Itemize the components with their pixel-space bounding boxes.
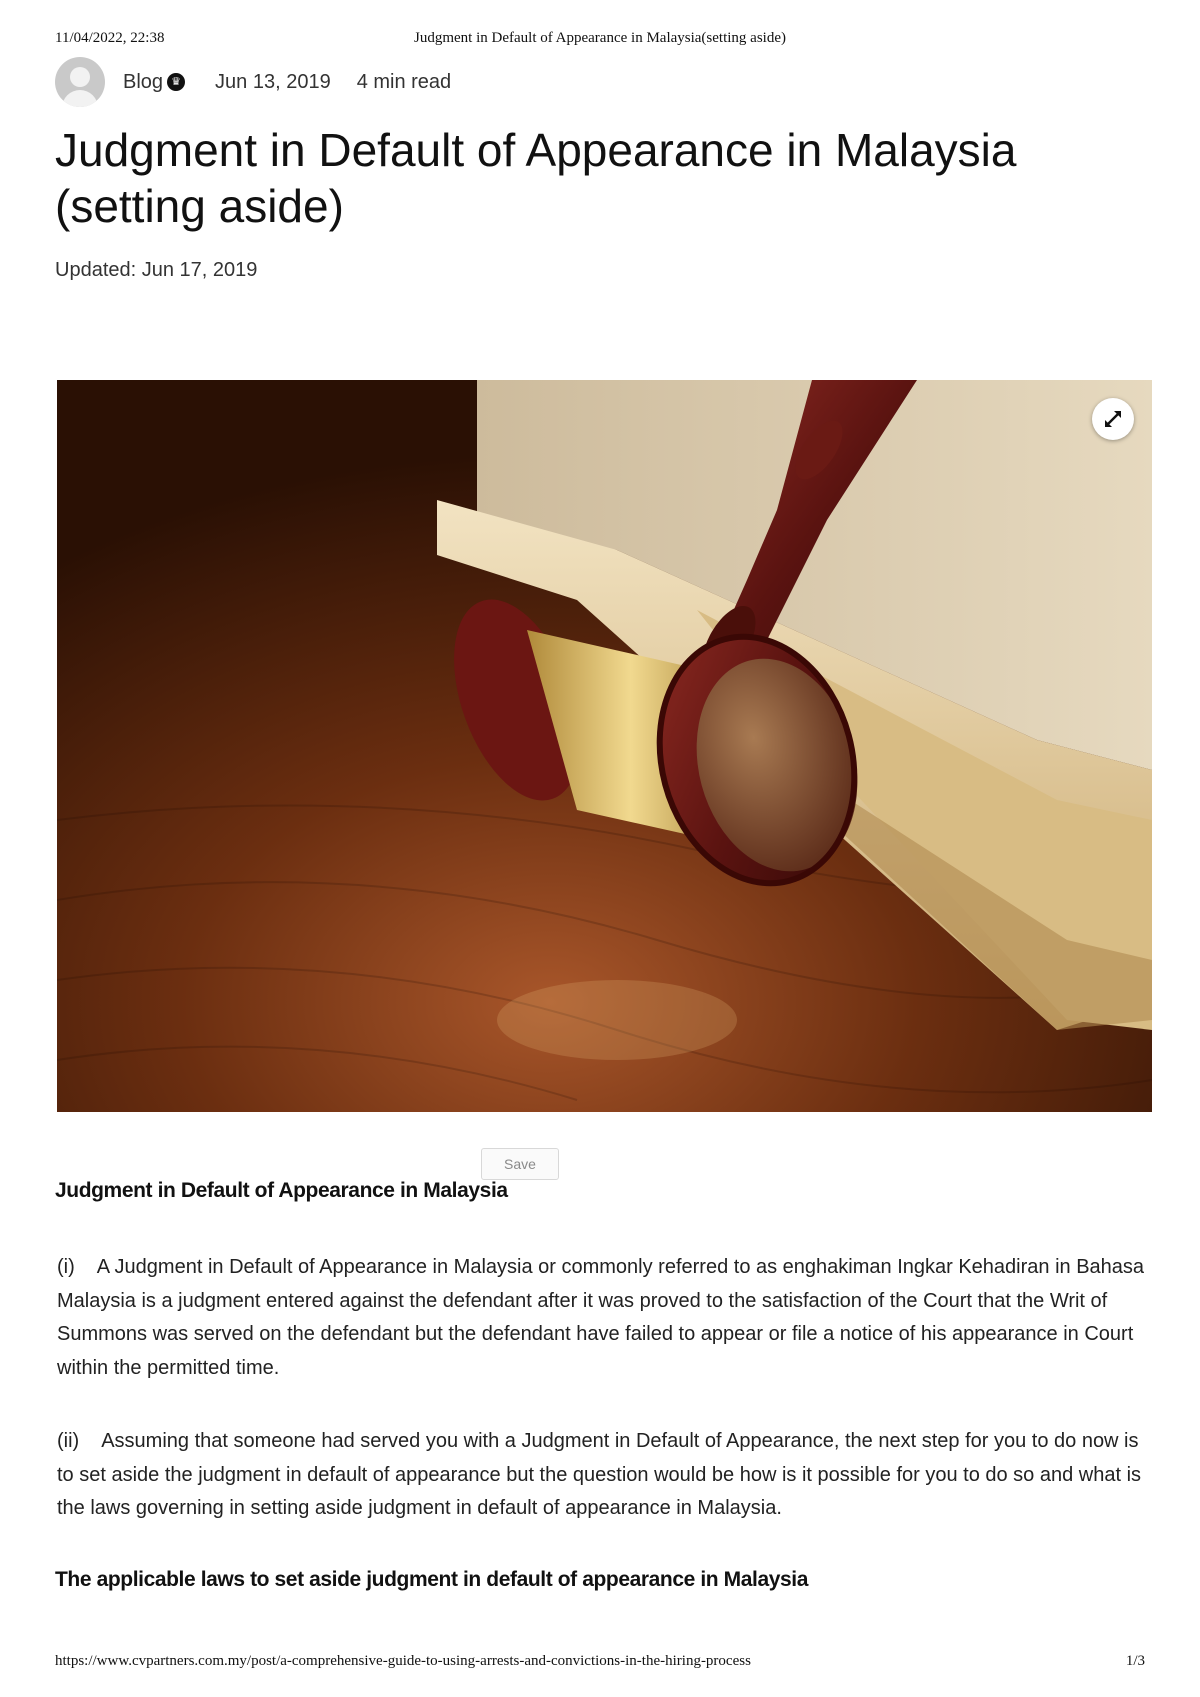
expand-arrows-icon (1102, 408, 1124, 430)
print-doc-title: Judgment in Default of Appearance in Malaysia(setting aside) (414, 30, 786, 46)
hero-image[interactable] (57, 380, 1152, 1112)
print-url: https://www.cvpartners.com.my/post/a-comprehensive-guide-to-using-arrests-and-convictions-in-the-hiring-process (55, 1653, 751, 1669)
page-number: 1/3 (1125, 1653, 1145, 1669)
section-heading-2: The applicable laws to set aside judgment in default of appearance in Malaysia (55, 1568, 809, 1591)
author-name[interactable]: Blog (123, 70, 164, 93)
avatar[interactable] (55, 57, 105, 107)
article-title: Judgment in Default of Appearance in Malaysia (setting aside) (55, 124, 1017, 232)
paragraph-2 (57, 1425, 1152, 1526)
publish-date: Jun 13, 2019 (215, 70, 331, 93)
paragraph-1 (57, 1251, 1152, 1385)
author[interactable] (123, 71, 185, 94)
admin-crown-icon: ♛ (167, 73, 185, 91)
paragraph-1-number: (i) (57, 1256, 75, 1278)
expand-image-button[interactable] (1092, 398, 1134, 440)
post-meta (55, 56, 451, 108)
gavel-and-books-image (57, 380, 1152, 1112)
updated-date: Updated: Jun 17, 2019 (55, 259, 258, 281)
paragraph-2-number: (ii) (57, 1430, 80, 1452)
save-button[interactable]: Save (481, 1148, 559, 1180)
section-heading-1: Judgment in Default of Appearance in Malaysia (55, 1179, 508, 1202)
print-datetime: 11/04/2022, 22:38 (55, 30, 165, 46)
read-time: 4 min read (356, 70, 452, 93)
paragraph-1-text: A Judgment in Default of Appearance in Malaysia or commonly referred to as enghakiman Ingkar Kehadiran in Bahasa Malaysia is a judgment entered against the defendant after it was proved to the satisfaction of the Court that the Writ of Summons was served on the defendant but the defendant have failed to appear or file a notice of his appearance in Court within the permitted time. (57, 1256, 1145, 1379)
paragraph-2-text: Assuming that someone had served you with a Judgment in Default of Appearance, the next step for you to do now is to set aside the judgment in default of appearance but the question would be how is it possible for you to do so and what is the laws governing in setting aside judgment in default of appearance in Malaysia. (57, 1430, 1142, 1519)
